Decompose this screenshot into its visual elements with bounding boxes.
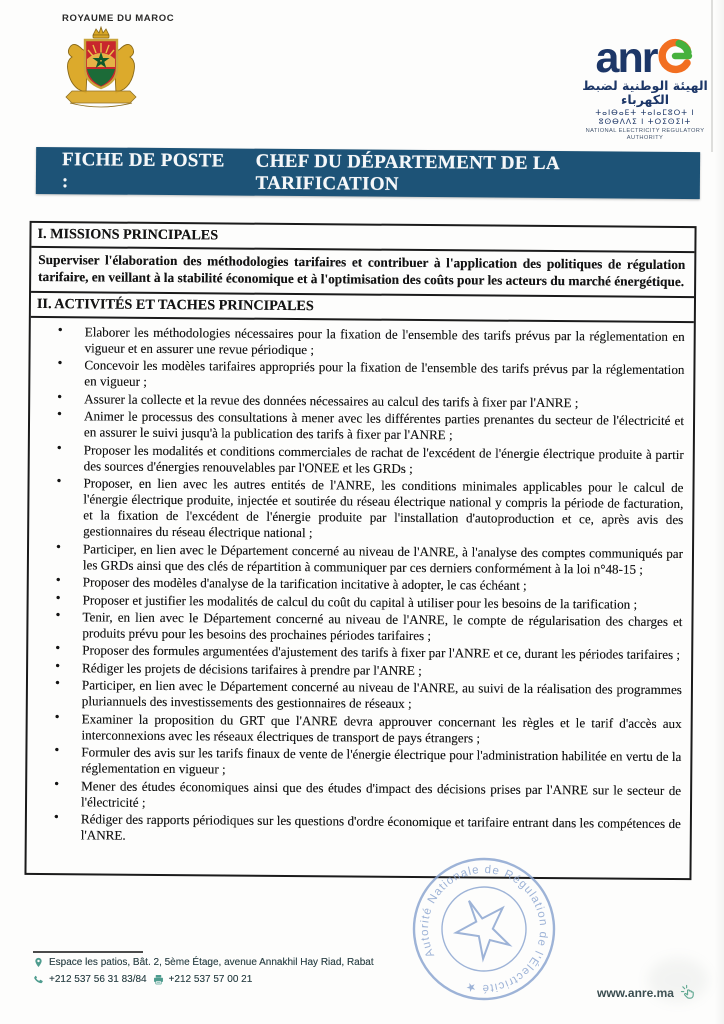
activity-text: Concevoir les modèles tarifaires appropriés pour la fixation de l'ensemble des tarifs prévus par la réglementation en vigueur ;: [84, 357, 685, 390]
bullet-icon: •: [55, 608, 61, 624]
activities-list-container: [26, 318, 693, 878]
activity-item: [27, 744, 690, 781]
section-missions-body: Superviser l'élaboration des méthodologies tarifaires et contribuer à l'application des politiques de régulation tarifaire, en veillant à la stabilité économique et à l'optimisation des coûts pour les acteurs du marché énergétique.: [31, 248, 694, 298]
bullet-icon: •: [54, 676, 60, 692]
bullet-icon: •: [57, 356, 63, 372]
title-banner: [36, 147, 700, 199]
activities-list: [27, 324, 694, 848]
activity-text: Tenir, en lien avec le Département concerné au niveau de l'ANRE, le compte de régularisation des charges et produits prévu pour les besoins des prochaines périodes tarifaires ;: [82, 609, 683, 644]
activity-text: Proposer des modèles d'analyse de la tarification incitative à adopter, le cas échéant ;: [82, 574, 527, 593]
activity-text: Proposer et justifier les modalités de calcul du coût du capital à utiliser pour les besoins de la tarification ;: [82, 591, 638, 612]
phone-icon: [33, 974, 44, 985]
activity-item: [27, 811, 690, 848]
activity-item: [28, 711, 691, 748]
activity-text: Examiner la proposition du GRT que l'ANRE devra approuver concernant les règles et le tarif d'accès aux interconnexions avec les réseaux électriques de transport de pays étrangers ;: [81, 711, 682, 746]
website-url: www.anre.ma: [597, 985, 674, 1000]
fax-icon: [153, 974, 164, 985]
activity-text: Participer, en lien avec le Département concerné au niveau de l'ANRE, au suivi de la réalisation des programmes pluriannuels des investissements des gestionnaires de réseaux ;: [81, 677, 682, 712]
activity-text: Proposer, en lien avec les autres entités de l'ANRE, les conditions minimales applicables pour le calcul de l'énergie électrique produite, injectée et soutirée du réseau électrique national y compris la période de facturation, et la fixation de l'excédent de l'énergie produite par l'installation d'autoproduction et ce, après avis des gestionnaires du réseau électrique national ;: [83, 475, 684, 541]
bullet-icon: •: [57, 323, 63, 339]
fax-group: [153, 974, 253, 985]
activity-text: Assurer la collecte et la revue des données nécessaires au calcul des tarifs à fixer par l'ANRE ;: [84, 391, 579, 411]
activity-text: Proposer des formules argumentées d'ajustement des tarifs à fixer par l'ANRE et ce, durant les périodes tarifaires ;: [82, 642, 681, 663]
content-table: [24, 221, 696, 880]
activity-item: [28, 677, 691, 714]
anre-round-stamp: [400, 845, 568, 1013]
activity-item: [30, 442, 693, 479]
bullet-icon: •: [55, 573, 61, 589]
anre-brand-text: anr: [595, 34, 657, 82]
activity-item: [31, 324, 694, 361]
section-activities-heading: II. ACTIVITÉS ET TACHES PRINCIPALES: [31, 293, 694, 323]
footer-address: Espace les patios, Bât. 2, 5ème Étage, avenue Annakhil Hay Riad, Rabat: [49, 957, 374, 968]
section-missions-heading: I. MISSIONS PRINCIPALES: [31, 223, 694, 253]
anre-name-english: NATIONAL ELECTRICITY REGULATORY AUTHORITY: [585, 128, 705, 141]
bullet-icon: •: [55, 641, 61, 657]
stamp-curved-text: Autorité Nationale de Régulation de l'Électricité ★: [418, 863, 550, 995]
footer-address-row: [33, 957, 374, 968]
stamp-star-icon: [446, 888, 520, 964]
location-pin-icon: [33, 957, 44, 968]
scan-shade-artifact: [714, 0, 724, 1024]
activity-item: [30, 357, 693, 394]
footer-phone: +212 537 56 31 83/84: [49, 974, 147, 985]
bullet-icon: •: [54, 743, 60, 759]
activity-item: [29, 475, 692, 544]
activity-text: Rédiger des rapports périodiques sur les questions d'ordre économique et tarifaire entrant dans les compétences de l'ANRE.: [80, 811, 681, 843]
activity-text: Rédiger les projets de décisions tarifaires à prendre par l'ANRE ;: [82, 660, 422, 678]
bullet-icon: •: [57, 407, 63, 423]
activity-text: Formuler des avis sur les tarifs finaux de vente de l'énergie électrique pour l'administration habilitée en vertu de la réglementation en vigueur ;: [81, 744, 682, 777]
activity-item: [29, 541, 692, 578]
bullet-icon: •: [56, 474, 62, 490]
footer-divider: [33, 951, 143, 953]
kingdom-label: ROYAUME DU MAROC: [62, 13, 175, 24]
banner-label: FICHE DE POSTE :: [61, 148, 225, 192]
bullet-icon: •: [55, 539, 62, 555]
activity-text: Elaborer les méthodologies nécessaires pour la fixation de l'ensemble des tarifs prévus par la réglementation en vigueur et en assurer une revue périodique ;: [84, 324, 685, 358]
bullet-icon: •: [54, 776, 60, 792]
page-title: CHEF DU DÉPARTEMENT DE LA TARIFICATION: [255, 150, 559, 195]
activity-text: Mener des études économiques ainsi que des études d'impact des décisions prises par l'ANRE sur le secteur de l'électricité ;: [80, 778, 682, 810]
activity-item: [30, 408, 693, 445]
footer-contact-row: [33, 974, 252, 985]
bullet-icon: •: [56, 440, 62, 456]
activity-item: [27, 778, 690, 815]
bullet-icon: •: [55, 590, 61, 606]
anre-name-arabic: الهيئة الوطنية لضبط الكهرباء: [582, 78, 708, 107]
activity-text: Participer, en lien avec le Département concerné au niveau de l'ANRE, à l'analyse des comptes communiqués par les GRDs ainsi que des clés de répartition à communiquer par ces derniers conformément à la loi n°48-15 ;: [82, 540, 684, 577]
bullet-icon: •: [54, 709, 60, 725]
activity-text: Animer le processus des consultations à mener avec les différentes parties prenantes du secteur de l'électricité et en assurer le suivi jusqu'à la publication des tarifs à fixer par l'ANRE ;: [83, 408, 685, 443]
svg-text:Autorité Nationale de Régulati: [400, 845, 568, 1013]
bullet-icon: •: [57, 390, 63, 406]
phone-group: [33, 974, 147, 985]
activity-item: [28, 609, 691, 646]
scan-edge-artifact: [711, 0, 713, 152]
anre-name-tifinagh: ⵜⴰⵏⴱⴰⴹⵜ ⵜⴰⵏⴰⵎⵓⵔⵜ ⵏ ⵓⵙⴱⴷⴷⵉ ⵏ ⵜⵔⵉⵙⵉⵏⵜ: [595, 108, 695, 126]
activity-text: Proposer les modalités et conditions commerciales de rachat de l'excédent de l'énergie électrique produite à partir des sources d'énergies renouvelables par l'ONEE et les GRDs ;: [83, 442, 684, 476]
scan-smudge-artifact: [648, 958, 708, 1002]
bullet-icon: •: [53, 810, 59, 826]
bullet-icon: •: [55, 659, 61, 675]
footer-fax: +212 537 57 00 21: [168, 974, 253, 985]
